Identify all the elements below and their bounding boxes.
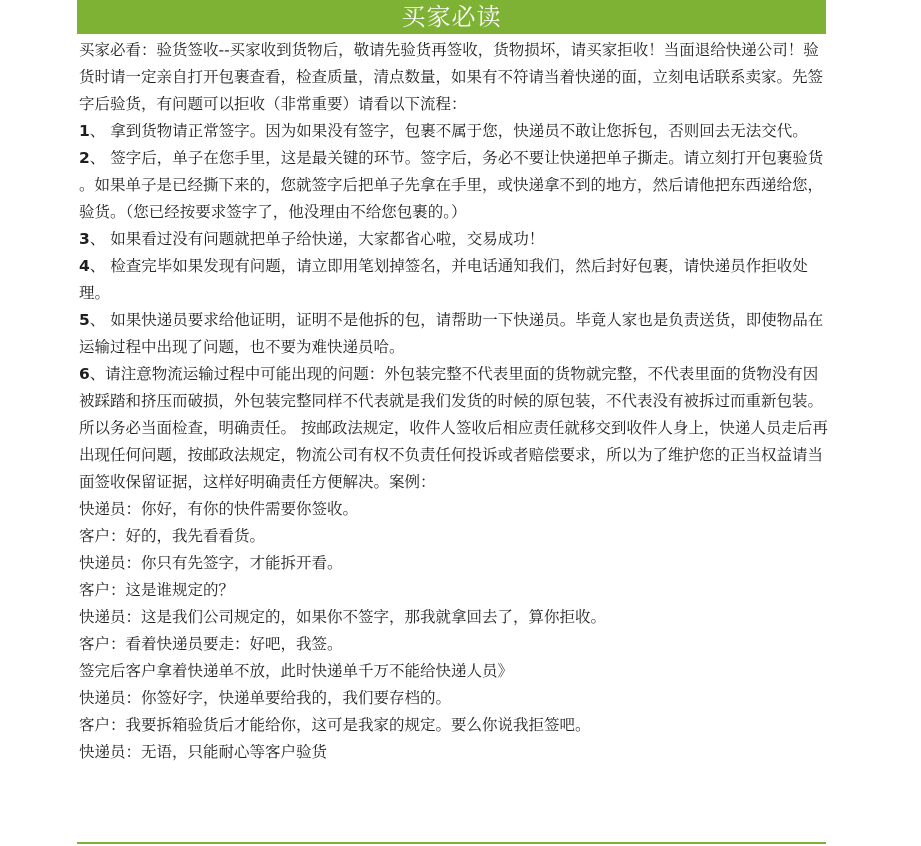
dialogue-line: 快递员：无语，只能耐心等客户验货 [79,743,328,761]
dialogue-line: 客户：看着快递员要走：好吧，我签。 [79,635,343,653]
page-title: 买家必读 [77,0,826,34]
dialogue-line: 快递员：你只有先签字，才能拆开看。 [79,554,343,572]
dialogue-line: 客户：我要拆箱验货后才能给你，这可是我家的规定。要么你说我拒签吧。 [79,716,591,734]
dialogue-line: 客户：好的，我先看看货。 [79,527,266,545]
step-3 [79,226,829,253]
dialogue-line: 快递员：这是我们公司规定的，如果你不签字，那我就拿回去了，算你拒收。 [79,608,607,626]
step-text: 、 签字后，单子在您手里，这是最关键的环节。签字后，务必不要让快递把单子撕走。请立刻打开包裹验货 [89,149,824,167]
bottom-divider [77,842,826,844]
step-number: 6 [79,365,90,383]
dialogue-line: 客户：这是谁规定的？ [79,581,235,599]
step-number: 3 [79,230,90,248]
step-number: 5 [79,311,90,329]
intro-paragraph: 买家必看：验货签收--买家收到货物后，敬请先验货再签收，货物损坏，请买家拒收！当面退给快递公司！验货时请一定亲自打开包裹查看，检查质量，清点数量，如果有不符请当着快递的面，立刻电话联系卖家。先签字后验货，有问题可以拒收（非常重要）请看以下流程： [79,41,824,113]
dialogue-line: 快递员：你好，有你的快件需要你签收。 [79,500,359,518]
step-6 [79,361,829,496]
step-4 [79,253,829,307]
step-1 [79,118,829,145]
step-text: 、 拿到货物请正常签字。因为如果没有签字，包裹不属于您，快递员不敢让您拆包，否则回去无法交代。 [89,122,808,140]
step-text: 、 检查完毕如果发现有问题，请立即用笔划掉签名，并电话通知我们，然后封好包裹，请快递员作拒收处理。 [79,257,808,302]
step-5 [79,307,829,361]
step-text: 。如果单子是已经撕下来的，您就签字后把单子先拿在手里，或快递拿不到的地方，然后请他把东西递给您，验货。（您已经按要求签字了，他没理由不给您包裹的。） [79,176,824,221]
dialogue-line: 签完后客户拿着快递单不放，此时快递单千万不能给快递人员》 [79,662,514,680]
step-2-continued [79,172,829,226]
step-text: 、 如果看过没有问题就把单子给快递，大家都省心啦，交易成功！ [89,230,545,248]
step-text: 、 如果快递员要求给他证明，证明不是他拆的包，请帮助一下快递员。毕竟人家也是负责送货，即使物品在运输过程中出现了问题，也不要为难快递员哈。 [79,311,824,356]
step-number: 4 [79,257,90,275]
dialogue-line: 快递员：你签好字，快递单要给我的，我们要存档的。 [79,689,452,707]
notice-body [79,37,829,766]
step-text: 、请注意物流运输过程中可能出现的问题：外包装完整不代表里面的货物就完整，不代表里面的货物没有因被踩踏和挤压而破损，外包装完整同样不代表就是我们发货的时候的原包装，不代表没有被拆过而重新包装。所以务必当面检查，明确责任。 按邮政法规定，收件人签收后相应责任就移交到收件人身上，快递人员走后再出现任何问题，按邮政法规定，物流公司有权不负责任何投诉或者赔偿要求，所以为了维护您的正当权益请当面签收保留证据，这样好明确责任方便解决。案例： [79,365,828,491]
step-number: 2 [79,149,90,167]
step-number: 1 [79,122,90,140]
step-2 [79,145,829,172]
